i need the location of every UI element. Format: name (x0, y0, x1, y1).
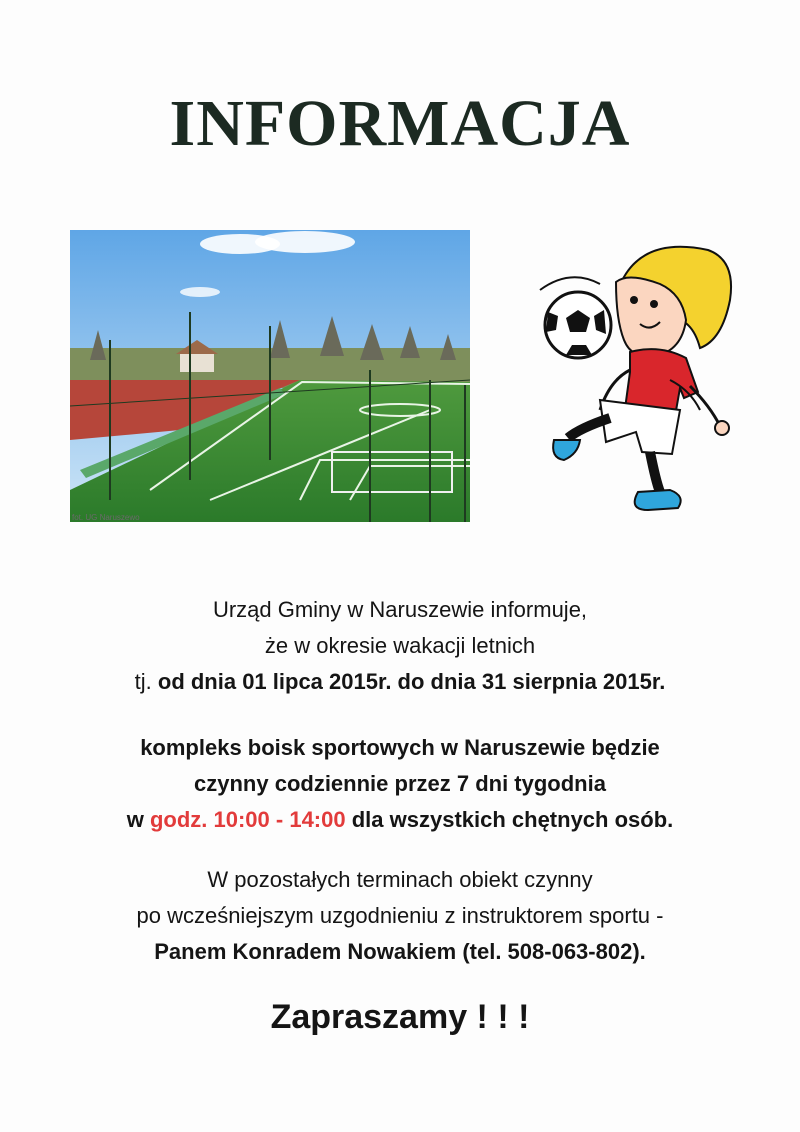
text-prefix: tj. (134, 669, 158, 694)
text-line: że w okresie wakacji letnich (264, 633, 536, 658)
text-prefix: w (126, 807, 150, 832)
text-line (0, 664, 800, 700)
photo-credit: fot. UG Naruszewo (72, 513, 140, 522)
text-line: po wcześniejszym uzgodnieniu z instruktorem sportu - (136, 903, 664, 928)
paragraph-contact (0, 862, 800, 970)
paragraph-dates (0, 592, 800, 700)
contact-person: Panem Konradem Nowakiem (tel. 508-063-802). (154, 939, 646, 964)
text-line: Urząd Gminy w Naruszewie informuje, (212, 597, 588, 622)
date-range: od dnia 01 lipca 2015r. do dnia 31 sierpnia 2015r. (157, 669, 666, 694)
boy-juggling-ball-icon (530, 230, 740, 520)
text-suffix: dla wszystkich chętnych osób. (345, 807, 674, 832)
paragraph-hours (0, 730, 800, 838)
closing-invitation: Zapraszamy ! ! ! (270, 998, 530, 1036)
text-line: kompleks boisk sportowych w Naruszewie będzie (140, 735, 660, 760)
opening-hours: godz. 10:00 - 14:00 (149, 807, 346, 832)
text-line: W pozostałych terminach obiekt czynny (207, 867, 593, 892)
text-line (0, 802, 800, 838)
page-title: INFORMACJA (169, 87, 631, 160)
football-field-photo (70, 230, 470, 522)
text-line: czynny codziennie przez 7 dni tygodnia (194, 771, 606, 796)
